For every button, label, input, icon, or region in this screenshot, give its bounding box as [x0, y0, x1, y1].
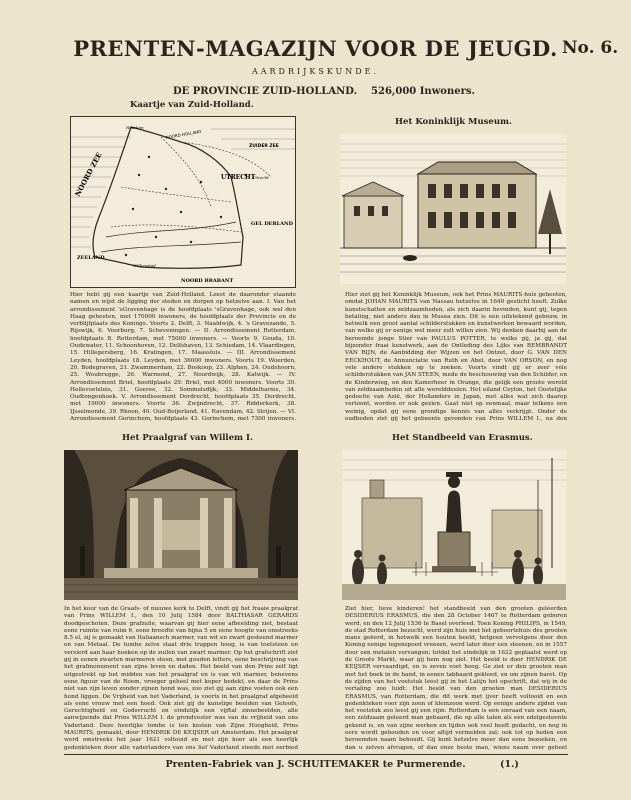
museum-illustration — [340, 134, 566, 284]
map-label-zuider-zee: ZUIDER ZEE — [249, 144, 279, 149]
statue-drawing — [342, 450, 566, 600]
map-label-noord-brabant: NOORD BRABANT — [181, 278, 234, 284]
map-illustration — [70, 116, 296, 288]
statue-description-text: Ziet hier, lieve kinderen! het standbeeld van den grooten geleerden DESIDERIUS ERASMUS, die den 28 October 1467 te Rotterdam geboren werd, en den 12 Julij 1536 te Basel overleed. Toen Koning PHILIPS, in 1549, de stad Rotterdam bezocht, werd zijn huis met het geboortehuis des grooten mans geëerd, in hetwelk een houten beeld, hetgeen vervolgens door den Koning eenige tegenspoed vreezen, werd later door een steenen, en in 1557 door een metalen vervangen; totdat het eindelijk in 1622 geplaatst werd op de Groote Markt, waar gij hem nog ziet. Het beeld is door HENDRIK DE KEIJSER vervaardigd, en is zeven voet hoog. Ge ziet er den grooten man met het boek in de hand, in eenen tabbaard gekleed, en om zijnen baret. Op de zijden van het voetstuk leest gij in het Latijn het opschrift, dat wij in de vertaling zoo luidt: Het beeld van den grooten man DESIDERIUS ERASMUS, van Rotterdam, die dit werk met ijver heeft voltooid en een gedenkteken voor zijn zoon of kleinzoon werd. Op eenige andere zijden van het voetstuk zoo leest gij een rijm: Rotterdam is een sieraad van een naam, een zeldzaam geleerd man gebaard, die op alle talen als een edelgesteente gekend is, en van zijne werken en tijden ook veel heeft gedacht, en nog in eere wordt gehouden en voor altijd vermelden zal; ook tot op heden een beroemden naam behoudt. Gij kunt hetzelve meer dan eens bezoeken, en dan u zelven afvragen, of dan onze beste man, wiens naam over geheel — [345, 606, 567, 751]
map-label-noord-holland: NOORD HOLLAND — [165, 128, 202, 140]
population-count: 526,000 Inwoners. — [371, 86, 475, 97]
province-heading — [173, 86, 475, 97]
museum-description-text: Hier ziet gij het Koninklijk Museum, ook het Prins MAURITS-huis geheeten, omdat JOHAN MAURITS van Nassau hetzelve in 1640 gesticht heeft. Zulke kunstschatten en zeldzaamheden, als zich daarin bevinden, kunt gij, tegen betaling, niet anders dan in Musea zien. Dit is een uitstekend gebouw, in hetwelk een groot aantal schilderstukken en kunstwerken bewaard worden, van welke gij er eenige wel meer zult willen zien. Wij denken daarbij aan de beroemde jonge Stier van PAULUS POTTER, te welks gij, ja gij, dat bijzonder fraai kunstwerk, aan de Ontleding des Lijks van REMBRANDT VAN RIJN, de Aanbidding der Wijzen en het Ontzet, door G. VAN DEN EECKHOUT, de Annunciatie van Ruth en Abel, door VAN ORSON, en nog vele andere stukken op te zoeken. Voorts vindt gij er zeer vele schilderstukken van JAN STEEN, mede de beschouwing van den Schilder, en de Kinderwieg, en den Kamerheer in Orange, die gelijk een groote wereld van zeldzaamheden uit alle werelddeelen. Het eiland Ceylon, het Oostelijke gedeelte van Azië, der Hollanders in Japan, met alles wat zich daarop vertoont, worden er ook gezien. Gaat niet op eenmaal, maar telkens een weinig, opdat gij eene grondige kennis van alles verkrijgt. Onder de oudheden ziet gij het gebeente gevonden van Prins WILLEM I., na den — [345, 292, 567, 422]
map-label-willemstad: Willemstad — [133, 263, 156, 268]
museum-caption: Het Koninklijk Museum. — [395, 117, 512, 127]
page-number: (1.) — [500, 759, 519, 770]
subject-subtitle: AARDRIJKSKUNDE. — [251, 67, 380, 76]
footer-divider — [64, 754, 568, 755]
tomb-caption: Het Praalgraf van Willem I. — [122, 433, 253, 443]
map-label-haarlem: Haarlem — [126, 125, 144, 130]
statue-illustration — [342, 450, 566, 600]
province-name: DE PROVINCIE ZUID-HOLLAND. — [173, 86, 358, 97]
tomb-description-text: In het koor van de Graafs- of nieuwe kerk te Delft, vindt gij het fraaie praalgraf van Prins WILLEM I., den 10 Julij 1584 door BALTHASAR GERARDS doodgeschoten. Deze grafzuile, waarvan gij hier eene afbeelding ziet, bestaat eene ruimte van ruim 6, eene breedte van bijna 5 en eene hoogte van omstreeks 8.5 el, zij is gemaakt van Italiaansch marmer, van wit en zwart gesteend marmer en van Metaal. De tombe zelve staat drie trappen hoog, is van toetsteen en versierd aan haar hoeken op de zuilen van zwart marmer. Op het grafschrift ziet gij in eenen zwarten marmeren steen, met gouden letters, eene beschrijving van het grafmonument van zijne leven en daden. Het beeld van den Prins zelf ligt uitgestrekt op het midden van het praalgraf en is van wit marmer, benevens eene figuur van de Roem, vroeger geheel met koper bedekt, en daar de Prins niet van zijn leven zonder zijnen hond was, zoo ziet gij aan zijne voeten ook een hond liggen. De Vrijheid van het Vaderland, is voorts in het praalgraf afgebeeld als eene vrouw met een hoed. Ook ziet gij de kunstige beelden van Geloofs, Gerechtigheid en Godsvrucht en eindelijk een vijftal zinnebeelden, alle aanwijzende dat Prins WILLEM I. de grondvester was van de vrijheid van ons Vaderland. Deze heerlijke tombe is ten kosten van Zijne Hoogheid, Prins MAURITS, gemaakt, door HENDRIK DE KEIJSER uit Amsterdam. Het praalgraf werd omstreeks het jaar 1621 voltooid en met zijn koer als een heerlijk gedenkteken door alle vaderlanders van ons lief Vaderland steeds met eerbied — [64, 606, 298, 751]
publisher-imprint: Prenten-Fabriek van J. SCHUITEMAKER te Purmerende. — [165, 759, 466, 770]
tomb-drawing — [64, 450, 298, 600]
issue-number: No. 6. — [562, 38, 619, 58]
tomb-illustration — [64, 450, 298, 600]
museum-drawing — [340, 134, 566, 284]
map-drawing — [71, 117, 295, 287]
map-description-text: Hier hebt gij een kaartje van Zuid-Holland. Leest de daaronder staande namen en wijst de ligging der steden en dorpen op hetzelve aan. I. Van het arrondissement 'sGravenhage is de hoofdplaats 'sGravenhage, ook wel den Haag geheeten, met 170000 inwoners, de hoofdplaats der Provincie en de verblijfplaats des Konings. Voorts 2. Delft, 3. Naaldwijk, 4. 's Gravezande, 5. Rijswijk, 6. Voorburg, 7. Scheveningen. — II. Arrondissement Rotterdam, hoofdplaats 8. Rotterdam, met 75000 inwoners. — Voorts 9. Gouda, 10. Oudewater, 11. Schoonhoven, 12. Delfshaven, 13. Schiedam, 14. Vlaardingen, 15. Hillegersberg, 16. Kralingen, 17. Maassluis. — III. Arrondissement Leyden, hoofdplaats 18. Leyden, met 36000 inwoners. Voorts 19. Woerden, 20. Bodegraven, 21. Zwammerdam, 22. Boskoop, 23. Alphen, 24. Oudshoorn, 25. Woubrugge, 26. Warmond, 27. Noordwijk, 28. Katwijk. — IV. Arrondissement Briel, hoofdplaats 29. Briel, met 4000 inwoners. Voorts 30. Hellevoetsluis, 31. Goeree, 32. Sommelsdijk, 33. Middelharnis, 34. Oudtongenhoek. V. Arrondissement Dordrecht, hoofdplaats 35. Dordrecht, met 19000 inwoners. Voorts 36. Zwijndrecht, 37. Ridderkerk, 38. IJsselmonde, 39. Rhoon, 40. Oud-Beijerland, 41. Ravendam, 42. Strijen. — VI. Arrondissement Gorinchem, hoofdplaats 43. Gorinchem, met 7300 inwoners. — [70, 292, 296, 422]
map-caption: Kaartje van Zuid-Holland. — [130, 100, 254, 110]
statue-caption: Het Standbeeld van Erasmus. — [392, 433, 533, 443]
map-label-north-sea: NOORD ZEE — [72, 150, 104, 198]
map-label-zeeland: ZEELAND — [77, 255, 105, 261]
map-label-utrecht-city: Utrecht — [253, 175, 269, 180]
page-title: PRENTEN-MAGAZIJN VOOR DE JEUGD. — [73, 36, 558, 61]
map-label-gelderland: GEL DERLAND — [251, 221, 293, 227]
map-label-utrecht: UTRECHT — [221, 174, 256, 181]
